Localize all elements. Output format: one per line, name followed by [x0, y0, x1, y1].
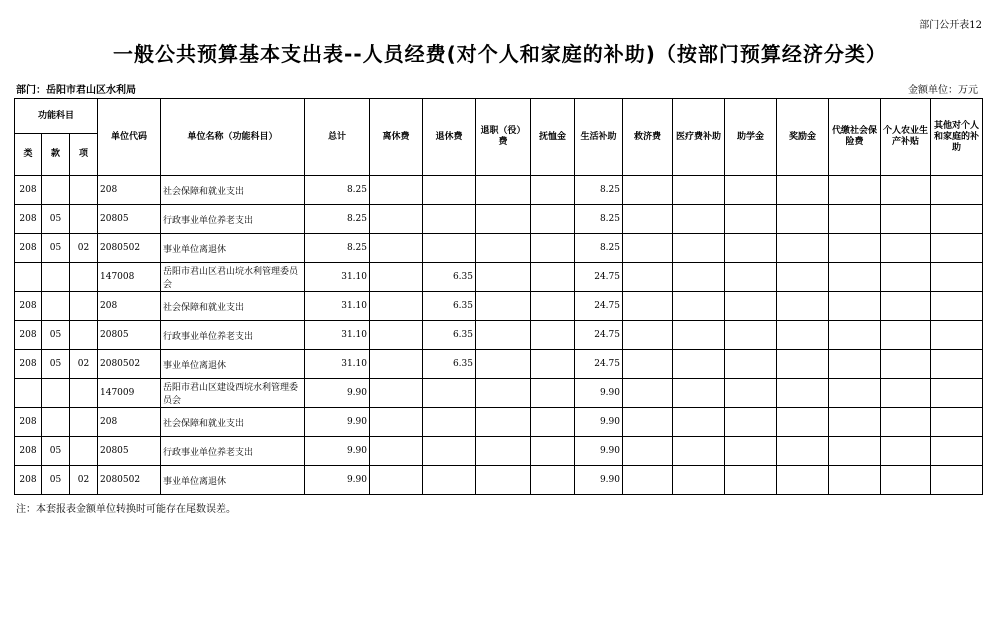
- header-xiang: 项: [70, 134, 98, 176]
- cell-qita: [931, 234, 983, 263]
- cell-yiliao: [673, 437, 725, 466]
- cell-lei: [15, 379, 42, 408]
- cell-zhuxue: [725, 176, 777, 205]
- cell-yiliao: [673, 408, 725, 437]
- cell-jiangli: [777, 176, 829, 205]
- cell-lixiu: [370, 234, 423, 263]
- cell-unit-name: 行政事业单位养老支出: [161, 437, 305, 466]
- cell-daijiao: [829, 234, 881, 263]
- cell-jiuji: [623, 176, 673, 205]
- cell-xiang: [70, 176, 98, 205]
- cell-xiang: [70, 292, 98, 321]
- cell-tuizhi: [476, 234, 531, 263]
- table-body: [15, 176, 983, 495]
- table-row: [15, 205, 983, 234]
- cell-unit-name: 社会保障和就业支出: [161, 176, 305, 205]
- cell-qita: [931, 350, 983, 379]
- table-row: [15, 321, 983, 350]
- cell-tuizhi: [476, 408, 531, 437]
- cell-tuixiu: [423, 176, 476, 205]
- cell-qita: [931, 437, 983, 466]
- cell-jiangli: [777, 292, 829, 321]
- cell-lei: 208: [15, 234, 42, 263]
- cell-total: 9.90: [305, 466, 370, 495]
- cell-xiang: 02: [70, 234, 98, 263]
- cell-yiliao: [673, 292, 725, 321]
- cell-unit-code: 208: [98, 292, 161, 321]
- cell-unit-code: 20805: [98, 437, 161, 466]
- cell-nongye: [881, 321, 931, 350]
- cell-unit-name: 社会保障和就业支出: [161, 292, 305, 321]
- cell-jiangli: [777, 466, 829, 495]
- cell-yiliao: [673, 234, 725, 263]
- cell-kuan: [42, 176, 70, 205]
- cell-tuixiu: 6.35: [423, 263, 476, 292]
- header-function-subject: 功能科目: [15, 99, 98, 134]
- cell-total: 31.10: [305, 292, 370, 321]
- cell-zhuxue: [725, 321, 777, 350]
- cell-lixiu: [370, 263, 423, 292]
- cell-daijiao: [829, 466, 881, 495]
- cell-xiang: [70, 263, 98, 292]
- cell-unit-name: 行政事业单位养老支出: [161, 321, 305, 350]
- cell-zhuxue: [725, 408, 777, 437]
- cell-shenghuo: 9.90: [575, 408, 623, 437]
- table-row: [15, 408, 983, 437]
- cell-nongye: [881, 205, 931, 234]
- cell-yiliao: [673, 205, 725, 234]
- cell-nongye: [881, 466, 931, 495]
- cell-kuan: [42, 263, 70, 292]
- cell-zhuxue: [725, 234, 777, 263]
- cell-total: 8.25: [305, 234, 370, 263]
- cell-kuan: 05: [42, 234, 70, 263]
- cell-daijiao: [829, 437, 881, 466]
- cell-unit-code: 2080502: [98, 466, 161, 495]
- cell-jiuji: [623, 437, 673, 466]
- table-row: [15, 437, 983, 466]
- table-row: [15, 263, 983, 292]
- footnote: 注：本套报表金额单位转换时可能存在尾数误差。: [16, 504, 236, 515]
- cell-lei: 208: [15, 437, 42, 466]
- cell-total: 31.10: [305, 263, 370, 292]
- cell-qita: [931, 292, 983, 321]
- cell-kuan: 05: [42, 466, 70, 495]
- cell-unit-name: 社会保障和就业支出: [161, 408, 305, 437]
- cell-fuxu: [531, 379, 575, 408]
- cell-tuixiu: 6.35: [423, 292, 476, 321]
- cell-kuan: 05: [42, 437, 70, 466]
- cell-total: 8.25: [305, 205, 370, 234]
- cell-zhuxue: [725, 292, 777, 321]
- cell-shenghuo: 9.90: [575, 466, 623, 495]
- cell-lixiu: [370, 292, 423, 321]
- cell-total: 8.25: [305, 176, 370, 205]
- cell-daijiao: [829, 321, 881, 350]
- header-lei: 类: [15, 134, 42, 176]
- header-unit-code: 单位代码: [98, 99, 161, 176]
- cell-tuizhi: [476, 466, 531, 495]
- cell-jiuji: [623, 466, 673, 495]
- header-zhuxue: 助学金: [725, 99, 777, 176]
- cell-jiangli: [777, 379, 829, 408]
- table-row: [15, 292, 983, 321]
- cell-jiangli: [777, 350, 829, 379]
- cell-nongye: [881, 350, 931, 379]
- cell-lei: 208: [15, 292, 42, 321]
- cell-shenghuo: 24.75: [575, 263, 623, 292]
- cell-kuan: 05: [42, 321, 70, 350]
- cell-lei: [15, 263, 42, 292]
- cell-unit-code: 2080502: [98, 350, 161, 379]
- cell-nongye: [881, 234, 931, 263]
- cell-jiangli: [777, 408, 829, 437]
- cell-fuxu: [531, 205, 575, 234]
- table-row: [15, 466, 983, 495]
- header-yiliao: 医疗费补助: [673, 99, 725, 176]
- cell-nongye: [881, 437, 931, 466]
- cell-kuan: [42, 379, 70, 408]
- cell-zhuxue: [725, 466, 777, 495]
- budget-table: [14, 98, 983, 495]
- cell-yiliao: [673, 379, 725, 408]
- cell-tuizhi: [476, 176, 531, 205]
- cell-nongye: [881, 176, 931, 205]
- cell-shenghuo: 24.75: [575, 350, 623, 379]
- cell-unit-name: 岳阳市君山区建设西垸水利管理委员会: [161, 379, 305, 408]
- cell-lixiu: [370, 205, 423, 234]
- header-fuxu: 抚恤金: [531, 99, 575, 176]
- cell-daijiao: [829, 350, 881, 379]
- cell-tuizhi: [476, 292, 531, 321]
- cell-shenghuo: 24.75: [575, 292, 623, 321]
- cell-lixiu: [370, 321, 423, 350]
- cell-tuixiu: [423, 408, 476, 437]
- cell-nongye: [881, 292, 931, 321]
- cell-xiang: 02: [70, 466, 98, 495]
- cell-unit-code: 2080502: [98, 234, 161, 263]
- cell-fuxu: [531, 350, 575, 379]
- cell-daijiao: [829, 205, 881, 234]
- cell-xiang: [70, 321, 98, 350]
- cell-unit-code: 20805: [98, 205, 161, 234]
- cell-qita: [931, 176, 983, 205]
- cell-unit-name: 岳阳市君山区君山垸水利管理委员会: [161, 263, 305, 292]
- cell-unit-name: 事业单位离退休: [161, 234, 305, 263]
- cell-yiliao: [673, 350, 725, 379]
- cell-daijiao: [829, 408, 881, 437]
- cell-xiang: [70, 205, 98, 234]
- cell-jiuji: [623, 292, 673, 321]
- cell-fuxu: [531, 263, 575, 292]
- cell-fuxu: [531, 292, 575, 321]
- table-row: [15, 350, 983, 379]
- header-qita: 其他对个人和家庭的补助: [931, 99, 983, 176]
- cell-jiuji: [623, 379, 673, 408]
- cell-zhuxue: [725, 205, 777, 234]
- header-nongye: 个人农业生产补贴: [881, 99, 931, 176]
- cell-xiang: [70, 437, 98, 466]
- cell-shenghuo: 8.25: [575, 205, 623, 234]
- cell-qita: [931, 408, 983, 437]
- cell-lei: 208: [15, 408, 42, 437]
- cell-fuxu: [531, 437, 575, 466]
- cell-daijiao: [829, 176, 881, 205]
- cell-yiliao: [673, 176, 725, 205]
- cell-jiuji: [623, 350, 673, 379]
- cell-zhuxue: [725, 437, 777, 466]
- cell-lei: 208: [15, 176, 42, 205]
- cell-shenghuo: 8.25: [575, 176, 623, 205]
- cell-shenghuo: 9.90: [575, 379, 623, 408]
- cell-tuizhi: [476, 205, 531, 234]
- cell-tuixiu: [423, 379, 476, 408]
- department-label: 部门：岳阳市君山区水利局: [16, 85, 136, 96]
- cell-zhuxue: [725, 350, 777, 379]
- cell-fuxu: [531, 408, 575, 437]
- cell-xiang: [70, 408, 98, 437]
- cell-kuan: [42, 292, 70, 321]
- cell-qita: [931, 379, 983, 408]
- cell-tuixiu: [423, 205, 476, 234]
- cell-daijiao: [829, 263, 881, 292]
- cell-fuxu: [531, 321, 575, 350]
- header-shenghuo: 生活补助: [575, 99, 623, 176]
- cell-tuixiu: [423, 234, 476, 263]
- cell-lei: 208: [15, 350, 42, 379]
- cell-jiuji: [623, 408, 673, 437]
- cell-shenghuo: 24.75: [575, 321, 623, 350]
- cell-unit-code: 20805: [98, 321, 161, 350]
- table-row: [15, 176, 983, 205]
- cell-kuan: 05: [42, 205, 70, 234]
- header-kuan: 款: [42, 134, 70, 176]
- header-unit-name: 单位名称（功能科目）: [161, 99, 305, 176]
- cell-shenghuo: 8.25: [575, 234, 623, 263]
- header-jiangli: 奖励金: [777, 99, 829, 176]
- cell-lei: 208: [15, 205, 42, 234]
- header-lixiu: 离休费: [370, 99, 423, 176]
- cell-lixiu: [370, 408, 423, 437]
- cell-total: 9.90: [305, 408, 370, 437]
- cell-total: 31.10: [305, 321, 370, 350]
- cell-tuizhi: [476, 379, 531, 408]
- cell-kuan: [42, 408, 70, 437]
- cell-lixiu: [370, 437, 423, 466]
- cell-lixiu: [370, 350, 423, 379]
- table-row: [15, 234, 983, 263]
- cell-qita: [931, 321, 983, 350]
- header-jiuji: 救济费: [623, 99, 673, 176]
- cell-unit-code: 208: [98, 408, 161, 437]
- cell-tuixiu: [423, 466, 476, 495]
- header-tuizhi: 退职（役）费: [476, 99, 531, 176]
- header-tuixiu: 退休费: [423, 99, 476, 176]
- cell-unit-name: 行政事业单位养老支出: [161, 205, 305, 234]
- cell-total: 31.10: [305, 350, 370, 379]
- table-row: [15, 379, 983, 408]
- cell-kuan: 05: [42, 350, 70, 379]
- cell-fuxu: [531, 176, 575, 205]
- cell-qita: [931, 263, 983, 292]
- cell-zhuxue: [725, 379, 777, 408]
- cell-nongye: [881, 263, 931, 292]
- cell-tuizhi: [476, 321, 531, 350]
- cell-jiangli: [777, 321, 829, 350]
- cell-nongye: [881, 379, 931, 408]
- cell-unit-code: 147008: [98, 263, 161, 292]
- cell-zhuxue: [725, 263, 777, 292]
- cell-unit-code: 147009: [98, 379, 161, 408]
- cell-jiangli: [777, 437, 829, 466]
- cell-tuixiu: 6.35: [423, 350, 476, 379]
- cell-shenghuo: 9.90: [575, 437, 623, 466]
- cell-unit-code: 208: [98, 176, 161, 205]
- cell-jiangli: [777, 234, 829, 263]
- page-title: 一般公共预算基本支出表--人员经费(对个人和家庭的补助)（按部门预算经济分类）: [113, 42, 887, 66]
- amount-unit-label: 金额单位：万元: [908, 85, 978, 96]
- cell-tuizhi: [476, 350, 531, 379]
- cell-jiuji: [623, 321, 673, 350]
- cell-fuxu: [531, 466, 575, 495]
- cell-jiuji: [623, 205, 673, 234]
- cell-qita: [931, 205, 983, 234]
- cell-unit-name: 事业单位离退休: [161, 466, 305, 495]
- cell-jiuji: [623, 234, 673, 263]
- cell-yiliao: [673, 263, 725, 292]
- cell-lixiu: [370, 379, 423, 408]
- cell-daijiao: [829, 379, 881, 408]
- cell-lixiu: [370, 466, 423, 495]
- cell-tuixiu: [423, 437, 476, 466]
- cell-lei: 208: [15, 466, 42, 495]
- cell-fuxu: [531, 234, 575, 263]
- cell-total: 9.90: [305, 379, 370, 408]
- cell-tuizhi: [476, 437, 531, 466]
- cell-daijiao: [829, 292, 881, 321]
- cell-unit-name: 事业单位离退休: [161, 350, 305, 379]
- cell-xiang: 02: [70, 350, 98, 379]
- cell-lixiu: [370, 176, 423, 205]
- header-daijiao: 代缴社会保险费: [829, 99, 881, 176]
- header-total: 总计: [305, 99, 370, 176]
- cell-tuizhi: [476, 263, 531, 292]
- cell-yiliao: [673, 321, 725, 350]
- cell-jiuji: [623, 263, 673, 292]
- cell-jiangli: [777, 263, 829, 292]
- page-number: 部门公开表12: [919, 20, 982, 31]
- cell-lei: 208: [15, 321, 42, 350]
- cell-qita: [931, 466, 983, 495]
- cell-xiang: [70, 379, 98, 408]
- cell-tuixiu: 6.35: [423, 321, 476, 350]
- cell-yiliao: [673, 466, 725, 495]
- cell-total: 9.90: [305, 437, 370, 466]
- cell-nongye: [881, 408, 931, 437]
- cell-jiangli: [777, 205, 829, 234]
